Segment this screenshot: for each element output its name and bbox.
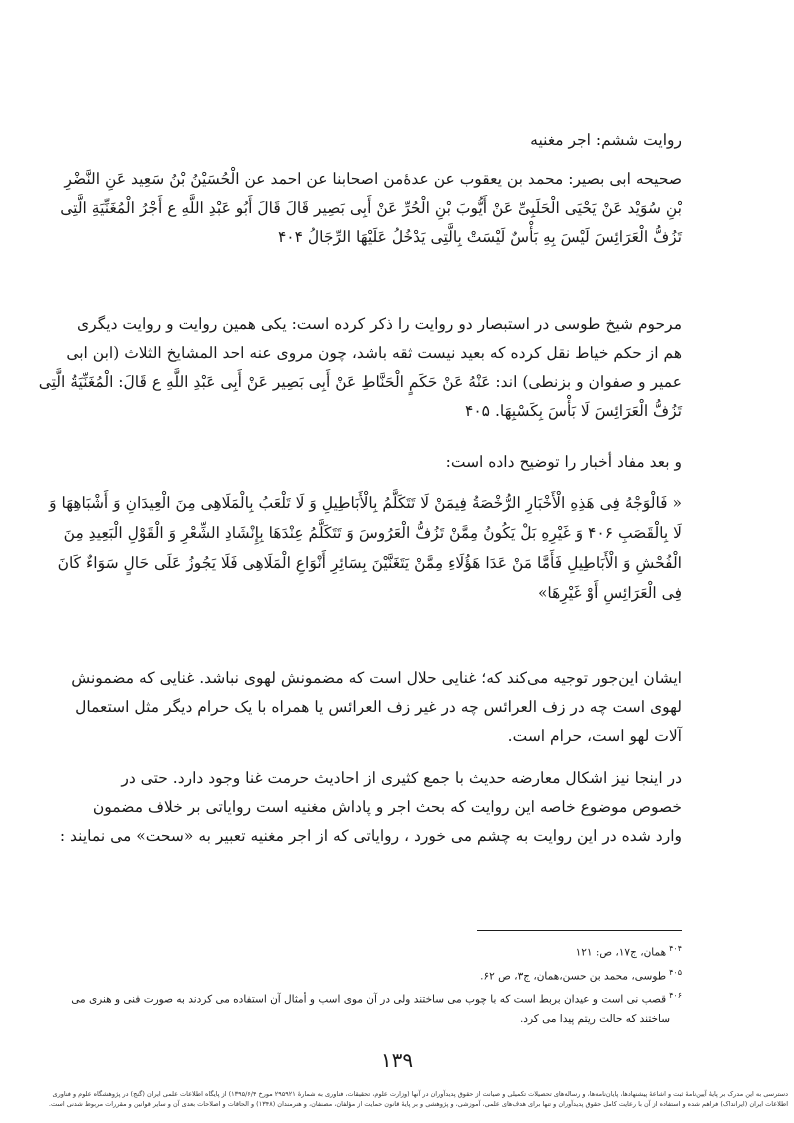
- text-line: و بعد مفاد أخبار را توضیح داده است:: [445, 453, 682, 471]
- text-line: وارد شده در این روایت به چشم می خورد ، روایاتی که از اجر مغنیه تعبیر به «سحت» می نمایند :: [59, 827, 682, 845]
- text-line: ایشان این‌جور توجیه می‌کند که؛ غنایی حلال است که مضمونش لهوی نباشد. غنایی که مضمونش: [71, 669, 682, 687]
- text-line: مرحوم شیخ طوسی در استبصار دو روایت را ذکر کرده است: یکی همین روایت و روایت دیگری: [77, 315, 682, 333]
- text-line: عمیر و صفوان و بزنطی) اند: عَنْهُ عَنْ حَکَمٍ الْحَنَّاطِ عَنْ أَبِی بَصِیر عَنْ أَبِی عَبْدِ اللَّهِ ع قَالَ: الْمُغَنِّیَةُ الَّتِی: [38, 373, 682, 391]
- access-notice-line: دسترسی به این مدرک بر پایۀ آیین‌نامۀ ثبت و اشاعۀ پیشنهادها، پایان‌نامه‌ها، و رساله‌های تحصیلات تکمیلی و صیانت از حقوق پدیدآوران در آنها (وزارت علوم، تحقیقات، فناوری به شمارۀ ۲۹۵۹۲۱ مورخ ۱۳۹۵/۶/۴) از پایگاه اطلاعات علمی ایران (گنج) در پژوهشگاه علوم و فناوری: [52, 1090, 788, 1098]
- access-notice-line: اطلاعات ایران (ایرانداک) فراهم شده و استفاده از آن با رعایت کامل حقوق پدیدآوران و تنها برای هدف‌های علمی، آموزشی، و پژوهشی و بر پایۀ قانون حمایت از مؤلفان، مصنفان، و هنرمندان (۱۳۴۸) و الحاقات و اصلاحات بعدی آن و سایر قوانین و مقررات مربوط شدنی است.: [48, 1100, 788, 1108]
- footnote: [107, 963, 682, 987]
- text-line: فِی الْعَرَائِسِ أَوْ غَیْرِهَا»: [537, 584, 682, 602]
- quoted-arabic-paragraph: [49, 488, 682, 608]
- footnote-text: طوسی، محمد بن حسن،همان، ج۳، ص ۶۲.: [480, 970, 667, 982]
- text-line: لَا بِالْقَصَبِ ۴۰۶ وَ غَیْرِهِ بَلْ یَکُونُ مِمَّنْ تَزُفُّ الْعَرُوسَ وَ تَتَکَلَّمُ عِنْدَهَا بِإِنْشَادِ الشِّعْرِ وَ الْقَوْلِ الْبَعِیدِ مِنَ: [63, 524, 682, 542]
- text-line: « فَالْوَجْهُ فِی هَذِهِ الْأَخْبَارِ الرُّخْصَةُ فِیمَنْ لَا تَتَکَلَّمُ بِالْأَبَاطِیلِ وَ لَا تَلْعَبُ بِالْمَلَاهِی مِنَ الْعِیدَانِ وَ أَشْبَاهِهَا وَ: [49, 494, 682, 512]
- text-line: در اینجا نیز اشکال معارضه حدیث با جمع کثیری از احادیث حرمت غنا وجود دارد. حتی در: [121, 769, 682, 787]
- footnotes: [71, 939, 682, 1029]
- text-line: صحیحه ابی بصیر: محمد بن یعقوب عن عدۀمن اصحابنا عن احمد عن الْحُسَیْنُ بْنُ سَعِید عَنِ النَّضْرِ: [64, 170, 682, 188]
- text-line: الْفُحْشِ وَ الْأَبَاطِیلِ فَأَمَّا مَنْ عَدَا هَؤُلَاءِ مِمَّنْ یَتَغَنَّیْنَ بِسَائِرِ أَنْوَاعِ الْمَلَاهِی فَلَا یَجُوزُ عَلَى حَالٍ سَوَاءٌ کَانَ: [57, 554, 682, 572]
- footnote-number: ۴۰۴: [669, 944, 682, 953]
- page-number: ۱۳۹: [380, 1048, 414, 1072]
- footnote: [71, 986, 682, 1010]
- text-line: لهوی است چه در زف العرائس چه در غیر زف العرائس یا همراه با یک حرام دیگر مثل استعمال: [75, 698, 682, 716]
- text-line: آلات لهو است، حرام است.: [507, 727, 682, 745]
- text-line: تَزُفُّ الْعَرَائِسَ لَا بَأْسَ بِکَسْبِهَا. ۴۰۵: [465, 402, 682, 420]
- footnote: [107, 939, 682, 963]
- section-heading: روایت ششم: اجر مغنیه: [530, 131, 682, 149]
- footnote-text: ساختند که حالت ریتم پیدا می کرد.: [519, 1012, 670, 1025]
- commentary-paragraph-3: [59, 764, 682, 851]
- footnote-text: قصب نی است و عیدان بربط است که با چوب می ساختند ولی در آن موی اسب و أمثال آن استفاده می کردند به صورت فنی و هنری می: [71, 993, 667, 1006]
- access-notice: [6, 1089, 788, 1109]
- text-line: هم از حکم خیاط نقل کرده که بعید نیست ثقه باشد، چون مروی عنه احد المشایخ الثلاث (ابن ابی: [66, 344, 682, 362]
- footnote-text: همان، ج۱۷، ص: ۱۲۱: [575, 946, 667, 959]
- footnote-divider: [477, 930, 682, 931]
- footnote-continuation: [107, 1010, 682, 1029]
- commentary-paragraph-1: [38, 310, 682, 426]
- text-line: خصوص موضوع خاصه این روایت که بحث اجر و پاداش مغنیه است روایاتی بر خلاف مضمون: [92, 798, 682, 816]
- footnote-number: ۴۰۵: [669, 967, 682, 977]
- hadith-paragraph-1: [60, 165, 682, 252]
- text-line: بْنِ سُوَیْد عَنْ یَحْیَى الْحَلَبِیِّ عَنْ أَیُّوبَ بْنِ الْحُرِّ عَنْ أَبِی بَصِیر قَالَ قَالَ أَبُو عَبْدِ اللَّهِ ع أَجْرُ الْمُغَنِّیَةِ الَّتِی: [60, 199, 682, 217]
- text-line: تَزُفُّ الْعَرَائِسَ لَیْسَ بِهِ بَأْسٌ لَیْسَتْ بِالَّتِی یَدْخُلُ عَلَیْهَا الرِّجَالُ ۴۰۴: [277, 228, 682, 246]
- intro-line: [110, 448, 682, 477]
- commentary-paragraph-2: [71, 664, 682, 751]
- footnote-number: ۴۰۶: [669, 991, 682, 1000]
